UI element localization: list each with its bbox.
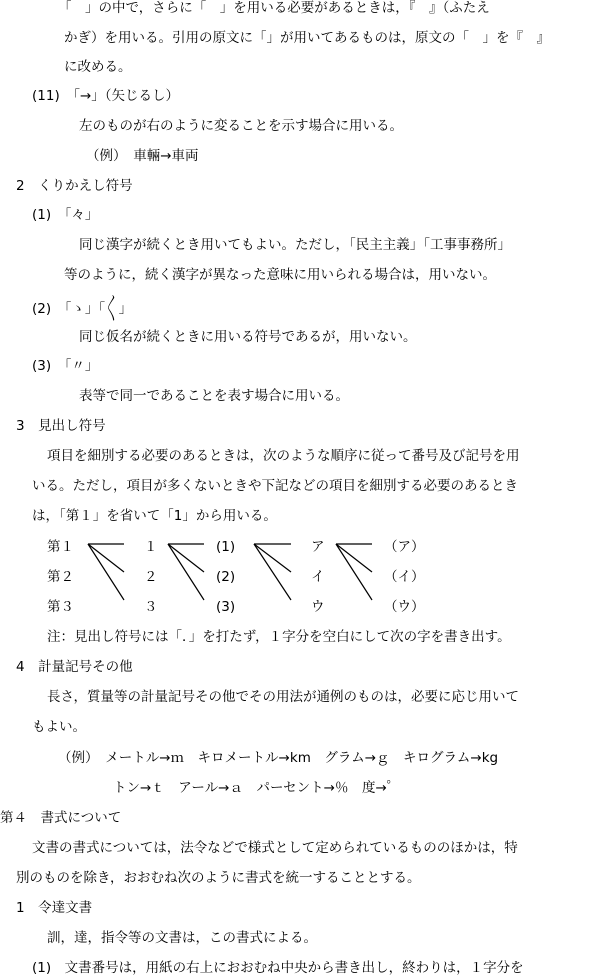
item-heading: (11) 「→」（矢じるし） [32, 88, 180, 104]
text-line: 等のように，続く漢字が異なった意味に用いられる場合は，用いない。 [64, 267, 496, 283]
example-line: （例） 車輛→車両 [86, 148, 199, 164]
text-line: は，「第１」を省いて「1」から用いる。 [32, 508, 277, 524]
text-line: 別のものを除き，おおむね次のように書式を統一することとする。 [16, 870, 421, 886]
level1-label: 第３ [47, 599, 74, 615]
text-line: いる。ただし，項目が多くないときや下記などの項目を細別する必要のあるとき [32, 478, 518, 494]
level1-label: 第１ [47, 539, 74, 555]
level2-label: ２ [144, 569, 158, 585]
level3-label: (1) [216, 539, 236, 555]
text-line: もよい。 [32, 719, 86, 735]
level4-label: ウ [311, 599, 325, 615]
level5-label: （イ） [384, 569, 425, 585]
level4-label: イ [311, 569, 325, 585]
item-heading: (1) 「々」 [32, 207, 99, 223]
example-line: （例） メートル→ｍ キロメートル→km グラム→ｇ キログラム→kg [58, 750, 499, 766]
note-line: 注：見出し符号には「．」を打たず，１字分を空白にして次の字を書き出す。 [47, 629, 511, 645]
level5-label: （ア） [384, 539, 425, 555]
level4-label: ア [311, 539, 325, 555]
branch-line [88, 544, 124, 572]
level1-label: 第２ [47, 569, 74, 585]
branch-line [168, 544, 204, 600]
text-line: 長さ，質量等の計量記号その他でその用法が通例のものは，必要に応じ用いて [47, 689, 519, 705]
branch-line [336, 544, 372, 600]
item-heading: (3) 「〃」 [32, 358, 99, 374]
text-line: かぎ）を用いる。引用の原文に「」が用いてあるものは，原文の「 」を『 』 [64, 30, 550, 46]
text-line: 項目を細別する必要のあるときは，次のような順序に従って番号及び記号を用 [47, 448, 520, 464]
text-line: 表等で同一であることを表す場合に用いる。 [79, 388, 349, 404]
section-heading: 2 くりかえし符号 [16, 178, 133, 194]
level5-label: （ウ） [384, 599, 425, 615]
branch-line [336, 544, 372, 572]
section-heading: 4 計量記号その他 [16, 659, 133, 675]
text-line: 訓，達，指令等の文書は，この書式による。 [47, 930, 317, 946]
section-heading: 1 令達文書 [16, 900, 93, 916]
text-line: に改める。 [64, 59, 132, 75]
section-heading: 3 見出し符号 [16, 418, 106, 434]
branch-line [254, 544, 291, 600]
level3-label: (2) [216, 569, 236, 585]
text-line: 「 」の中で，さらに「 」を用いる必要があるときは，『 』（ふたえ [58, 0, 490, 16]
level2-label: ３ [144, 599, 158, 615]
text-line: 同じ漢字が続くとき用いてもよい。ただし，「民主主義」「工事事務所」 [79, 237, 511, 253]
item-heading: (1) 文書番号は，用紙の右上におおむね中央から書き出し，終わりは，１字分を [32, 960, 524, 976]
branch-line [88, 544, 124, 600]
level2-label: １ [144, 539, 158, 555]
level3-label: (3) [216, 599, 236, 615]
branch-line [168, 544, 204, 572]
text-line: 同じ仮名が続くときに用いる符号であるが，用いない。 [79, 329, 417, 345]
text-line: 文書の書式については，法令などで様式として定められているもののほかは，特 [32, 840, 518, 856]
text-line: 左のものが右のように変ることを示す場合に用いる。 [79, 118, 403, 134]
item-heading: (2) 「ゝ」「〱」 [32, 301, 133, 317]
branch-line [254, 544, 291, 572]
example-line: トン→ｔ アール→ａ パーセント→％ 度→゜ [113, 780, 401, 796]
chapter-heading: 第４ 書式について [0, 810, 122, 826]
